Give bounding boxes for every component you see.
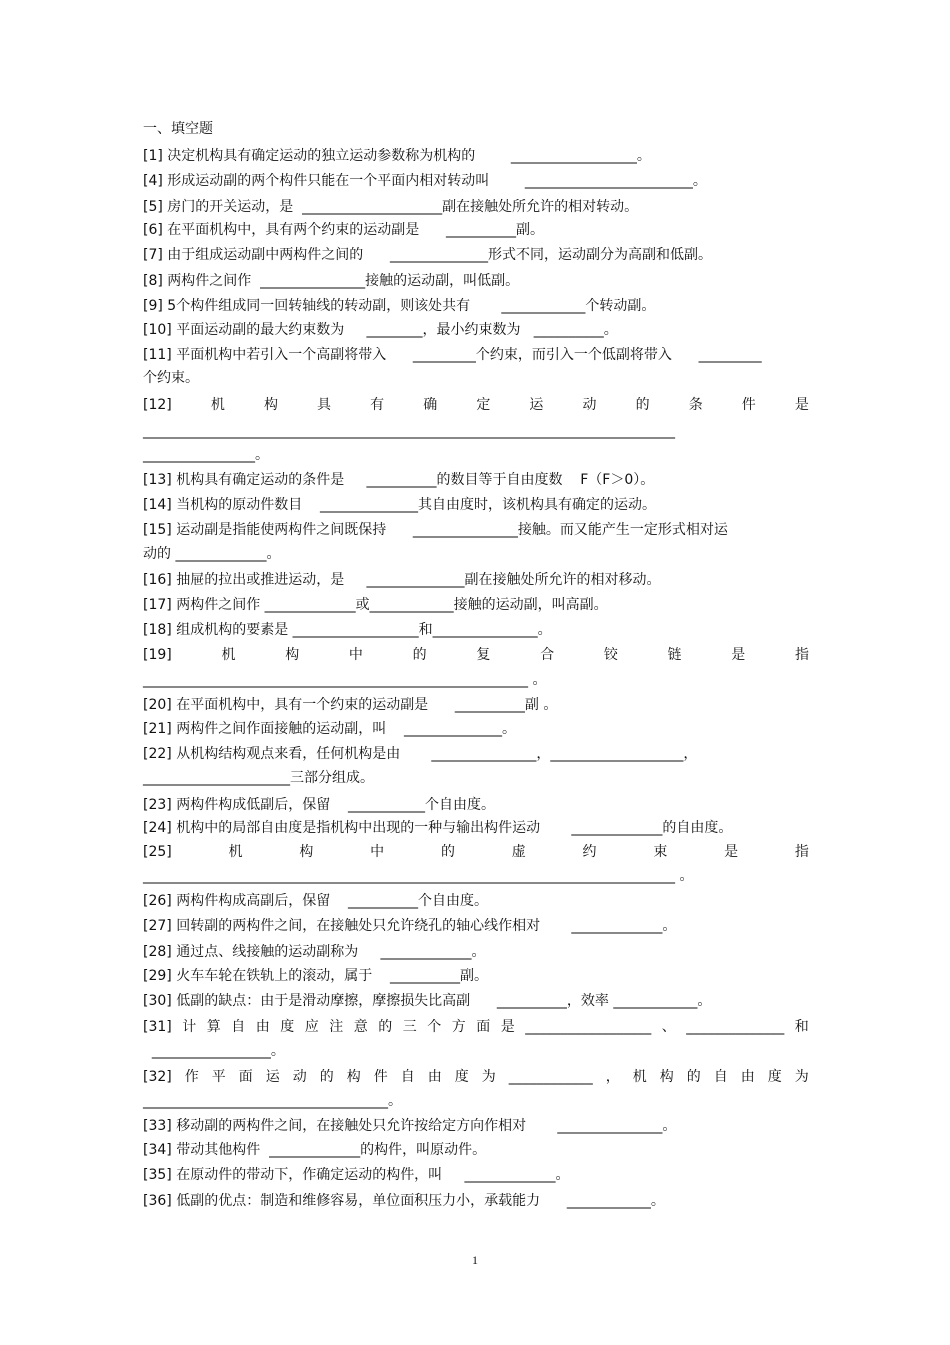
question-12: [12] 机 构 具 有 确 定 运 动 的 条 件 是 [143, 397, 809, 413]
question-14: [14] 当机构的原动件数目 ______________其自由度时，该机构具有确定的运动。 [143, 497, 656, 513]
question-15-cont: 动的 _____________。 [143, 546, 281, 562]
page-number: 1 [472, 1253, 478, 1267]
question-31-cont: _________________。 [143, 1043, 285, 1059]
question-17: [17] 两构件之间作 _____________或____________接触的运动副，叫高副。 [143, 597, 608, 613]
question-12-end: ________________。 [143, 447, 269, 463]
question-35: [35] 在原动件的带动下，作确定运动的构件，叫 _____________。 [143, 1167, 570, 1183]
question-13: [13] 机构具有确定运动的条件是 __________的数目等于自由度数 F（F＞0）。 [143, 472, 655, 488]
question-32-cont: ___________________________________。 [143, 1093, 402, 1109]
question-33: [33] 移动副的两构件之间，在接触处只允许按给定方向作相对 _______________。 [143, 1118, 677, 1134]
question-19-blank: _______________________________________________________ 。 [143, 672, 547, 688]
question-15: [15] 运动副是指能使两构件之间既保持 _______________接触。而又能产生一定形式相对运 [143, 522, 728, 538]
question-34: [34] 带动其他构件 _____________的构件，叫原动件。 [143, 1142, 487, 1158]
question-26: [26] 两构件构成高副后，保留 __________个自由度。 [143, 893, 488, 909]
question-21: [21] 两构件之间作面接触的运动副，叫 ______________。 [143, 721, 516, 737]
question-19: [19] 机 构 中 的 复 合 铰 链 是 指 [143, 647, 809, 663]
question-11-cont: 个约束。 [143, 370, 199, 386]
question-36: [36] 低副的优点：制造和维修容易，单位面积压力小，承载能力 ____________。 [143, 1193, 665, 1209]
question-7: [7] 由于组成运动副中两构件之间的 ______________形式不同，运动副分为高副和低副。 [143, 247, 712, 263]
question-25-blank: ____________________________________________________________________________ 。 [143, 868, 694, 884]
question-5: [5] 房门的开关运动，是 ____________________副在接触处所允许的相对转动。 [143, 199, 639, 215]
question-30: [30] 低副的缺点：由于是滑动摩擦，摩擦损失比高副 __________，效率 ____________。 [143, 993, 712, 1009]
question-1: [1] 决定机构具有确定运动的独立运动参数称为机构的 __________________。 [143, 148, 651, 164]
question-10: [10] 平面运动副的最大约束数为 ________，最小约束数为 __________。 [143, 322, 618, 338]
question-25: [25] 机 构 中 的 虚 约 束 是 指 [143, 844, 809, 860]
question-20: [20] 在平面机构中，具有一个约束的运动副是 __________副 。 [143, 697, 558, 713]
question-32: [32] 作 平 面 运 动 的 构 件 自 由 度 为 ____________ ， 机 构 的 自 由 度 为 [143, 1069, 809, 1085]
question-22: [22] 从机构结构观点来看，任何机构是由 _______________，___________________， [143, 746, 698, 762]
question-8: [8] 两构件之间作 _______________接触的运动副，叫低副。 [143, 273, 520, 289]
question-27: [27] 回转副的两构件之间，在接触处只允许绕孔的轴心线作相对 _____________。 [143, 918, 677, 934]
question-16: [16] 抽屉的拉出或推进运动，是 ______________副在接触处所允许的相对移动。 [143, 572, 661, 588]
question-9: [9] 5个构件组成同一回转轴线的转动副，则该处共有 ____________个转动副。 [143, 298, 656, 314]
question-24: [24] 机构中的局部自由度是指机构中出现的一种与输出构件运动 _____________的自由度。 [143, 820, 733, 836]
question-22-cont: _____________________三部分组成。 [143, 770, 374, 786]
question-18: [18] 组成机构的要素是 __________________和_______________。 [143, 622, 552, 638]
question-29: [29] 火车车轮在铁轨上的滚动，属于 __________副。 [143, 968, 488, 984]
question-4: [4] 形成运动副的两个构件只能在一个平面内相对转动叫 ________________________。 [143, 173, 707, 189]
question-31: [31] 计 算 自 由 度 应 注 意 的 三 个 方 面 是 __________________ 、 ______________ 和 [143, 1019, 809, 1035]
question-28: [28] 通过点、线接触的运动副称为 _____________。 [143, 944, 486, 960]
section-title: 一、填空题 [143, 121, 213, 137]
question-12-blank: ____________________________________________________________________________ [143, 423, 675, 439]
question-6: [6] 在平面机构中，具有两个约束的运动副是 __________副。 [143, 222, 544, 238]
question-11: [11] 平面机构中若引入一个高副将带入 _________个约束，而引入一个低副将带入 _________ [143, 347, 762, 363]
question-23: [23] 两构件构成低副后，保留 ___________个自由度。 [143, 797, 495, 813]
